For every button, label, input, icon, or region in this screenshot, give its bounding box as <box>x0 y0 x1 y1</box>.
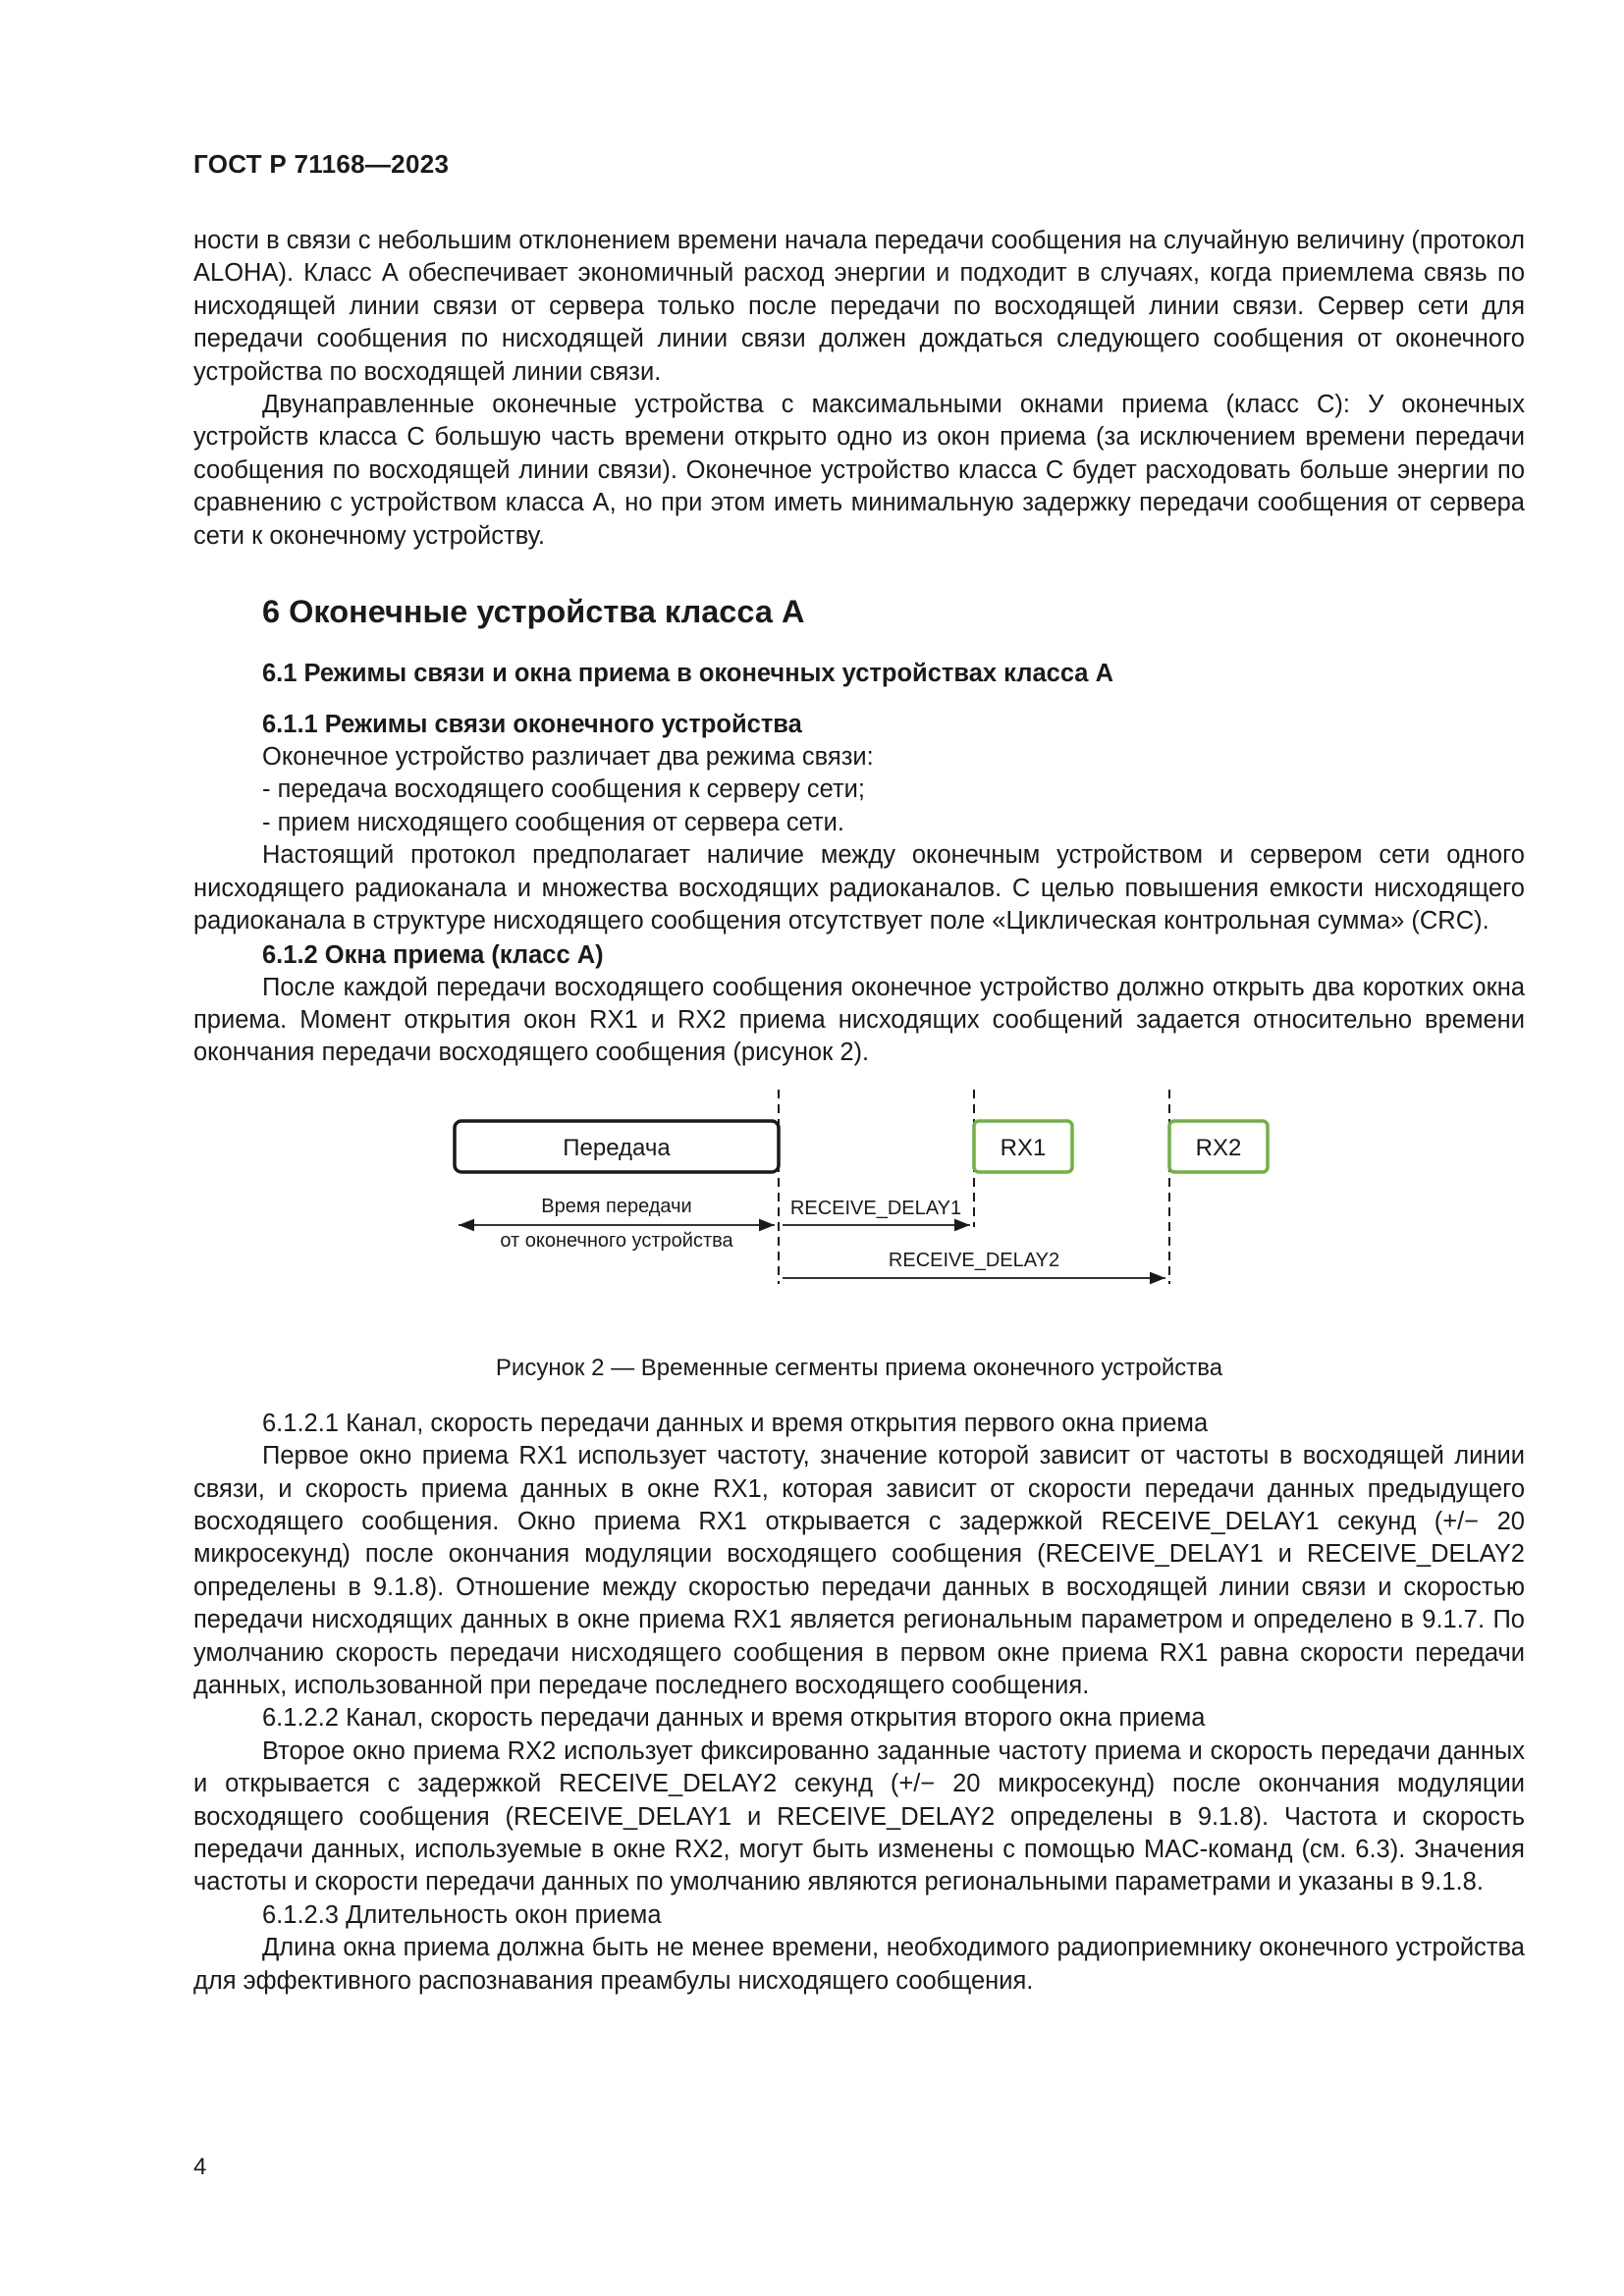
section-6-1-2-2-heading: 6.1.2.2 Канал, скорость передачи данных и время открытия второго окна приема <box>262 1704 1206 1733</box>
tx-label: Передача <box>563 1134 671 1161</box>
document-header: ГОСТ Р 71168—2023 <box>193 149 450 179</box>
list-intro: Оконечное устройство различает два режима связи: <box>262 743 874 772</box>
paragraph-rx2: Второе окно приема RX2 использует фиксированно заданные частоту приема и скорость передачи данных и открывается с задержкой RECEIVE_DELAY2 секунд (+/− 20 микросекунд) после окончания модуляции восходящего сообщения (RECEIVE_DELAY1 и RECEIVE_DELAY2 определены в 9.1.8). Частота и скорость передачи данных, используемые в окне RX2, могут быть изменены с помощью MAC-команд (см. 6.3). Значения частоты и скорости передачи данных по умолчанию являются региональными параметрами и указаны в 9.1.8. <box>193 1736 1525 1896</box>
page-number: 4 <box>193 2154 207 2180</box>
paragraph-receive-windows: После каждой передачи восходящего сообщения оконечное устройство должно открыть два коротких окна приема. Момент открытия окон RX1 и RX2 приема нисходящих сообщений задается относительно времени окончания передачи восходящего сообщения (рисунок 2). <box>193 973 1525 1067</box>
list-item: - передача восходящего сообщения к серверу сети; <box>262 775 865 804</box>
figure-2-caption: Рисунок 2 — Временные сегменты приема оконечного устройства <box>495 1354 1223 1381</box>
paragraph-window-duration: Длина окна приема должна быть не менее времени, необходимого радиоприемнику оконечного устройства для эффективного распознавания преамбулы нисходящего сообщения. <box>193 1934 1525 1995</box>
section-6-1-heading: 6.1 Режимы связи и окна приема в оконечных устройствах класса А <box>262 660 1113 688</box>
receive-delay2-label: RECEIVE_DELAY2 <box>888 1249 1060 1271</box>
tx-time-label-line1: Время передачи <box>541 1195 692 1217</box>
paragraph-protocol-channels: Настоящий протокол предполагает наличие между оконечным устройством и сервером сети одного нисходящего радиоканала и множества восходящих радиоканалов. С целью повышения емкости нисходящего радиоканала в структуре нисходящего сообщения отсутствует поле «Циклическая контрольная сумма» (CRC). <box>193 841 1525 935</box>
section-6-1-2-3-heading: 6.1.2.3 Длительность окон приема <box>262 1900 662 1929</box>
rx2-label: RX2 <box>1195 1134 1242 1161</box>
section-6-1-1-heading: 6.1.1 Режимы связи оконечного устройства <box>262 711 802 739</box>
paragraph-rx1: Первое окно приема RX1 использует частоту, значение которой зависит от частоты в восходящей линии связи, и скорость приема данных в окне RX1, которая зависит от скорости передачи данных предыдущего восходящего сообщения. Окно приема RX1 открывается с задержкой RECEIVE_DELAY1 секунд (+/− 20 микросекунд) после окончания модуляции восходящего сообщения (RECEIVE_DELAY1 и RECEIVE_DELAY2 определены в 9.1.8). Отношение между скоростью передачи данных в восходящей линии связи и скоростью передачи нисходящих данных в окне приема RX1 является региональным параметром и определено в 9.1.7. По умолчанию скорость передачи нисходящего сообщения в первом окне приема RX1 равна скорости передачи данных, использованной при передаче последнего восходящего сообщения. <box>193 1442 1525 1699</box>
list-item: - прием нисходящего сообщения от сервера сети. <box>262 808 844 836</box>
rx1-label: RX1 <box>1000 1134 1047 1161</box>
section-6-heading: 6 Оконечные устройства класса А <box>262 594 805 630</box>
tx-time-label-line2: от оконечного устройства <box>500 1229 733 1252</box>
section-6-1-2-heading: 6.1.2 Окна приема (класс А) <box>262 940 604 969</box>
section-6-1-2-1-heading: 6.1.2.1 Канал, скорость передачи данных и время открытия первого окна приема <box>262 1409 1209 1437</box>
receive-delay1-label: RECEIVE_DELAY1 <box>789 1197 962 1219</box>
document-body <box>193 225 1525 1998</box>
paragraph-class-a-continuation: ности в связи с небольшим отклонением времени начала передачи сообщения на случайную величину (протокол ALOHA). Класс А обеспечивает экономичный расход энергии и подходит в случаях, когда приемлема связь по нисходящей линии связи от сервера только после передачи по восходящей линии связи. Сервер сети для передачи сообщения по нисходящей линии связи должен дождаться следующего сообщения от оконечного устройства по восходящей линии связи. <box>193 227 1525 386</box>
timing-diagram-svg <box>193 1090 1525 1343</box>
figure-2-timing-diagram <box>193 1090 1525 1343</box>
paragraph-class-c: Двунаправленные оконечные устройства с максимальными окнами приема (класс С): У оконечных устройств класса С большую часть времени открыто одно из окон приема (за исключением времени передачи сообщения по восходящей линии связи). Оконечное устройство класса С будет расходовать больше энергии по сравнению с устройством класса А, но при этом иметь минимальную задержку передачи сообщения от сервера сети к оконечному устройству. <box>193 391 1525 550</box>
